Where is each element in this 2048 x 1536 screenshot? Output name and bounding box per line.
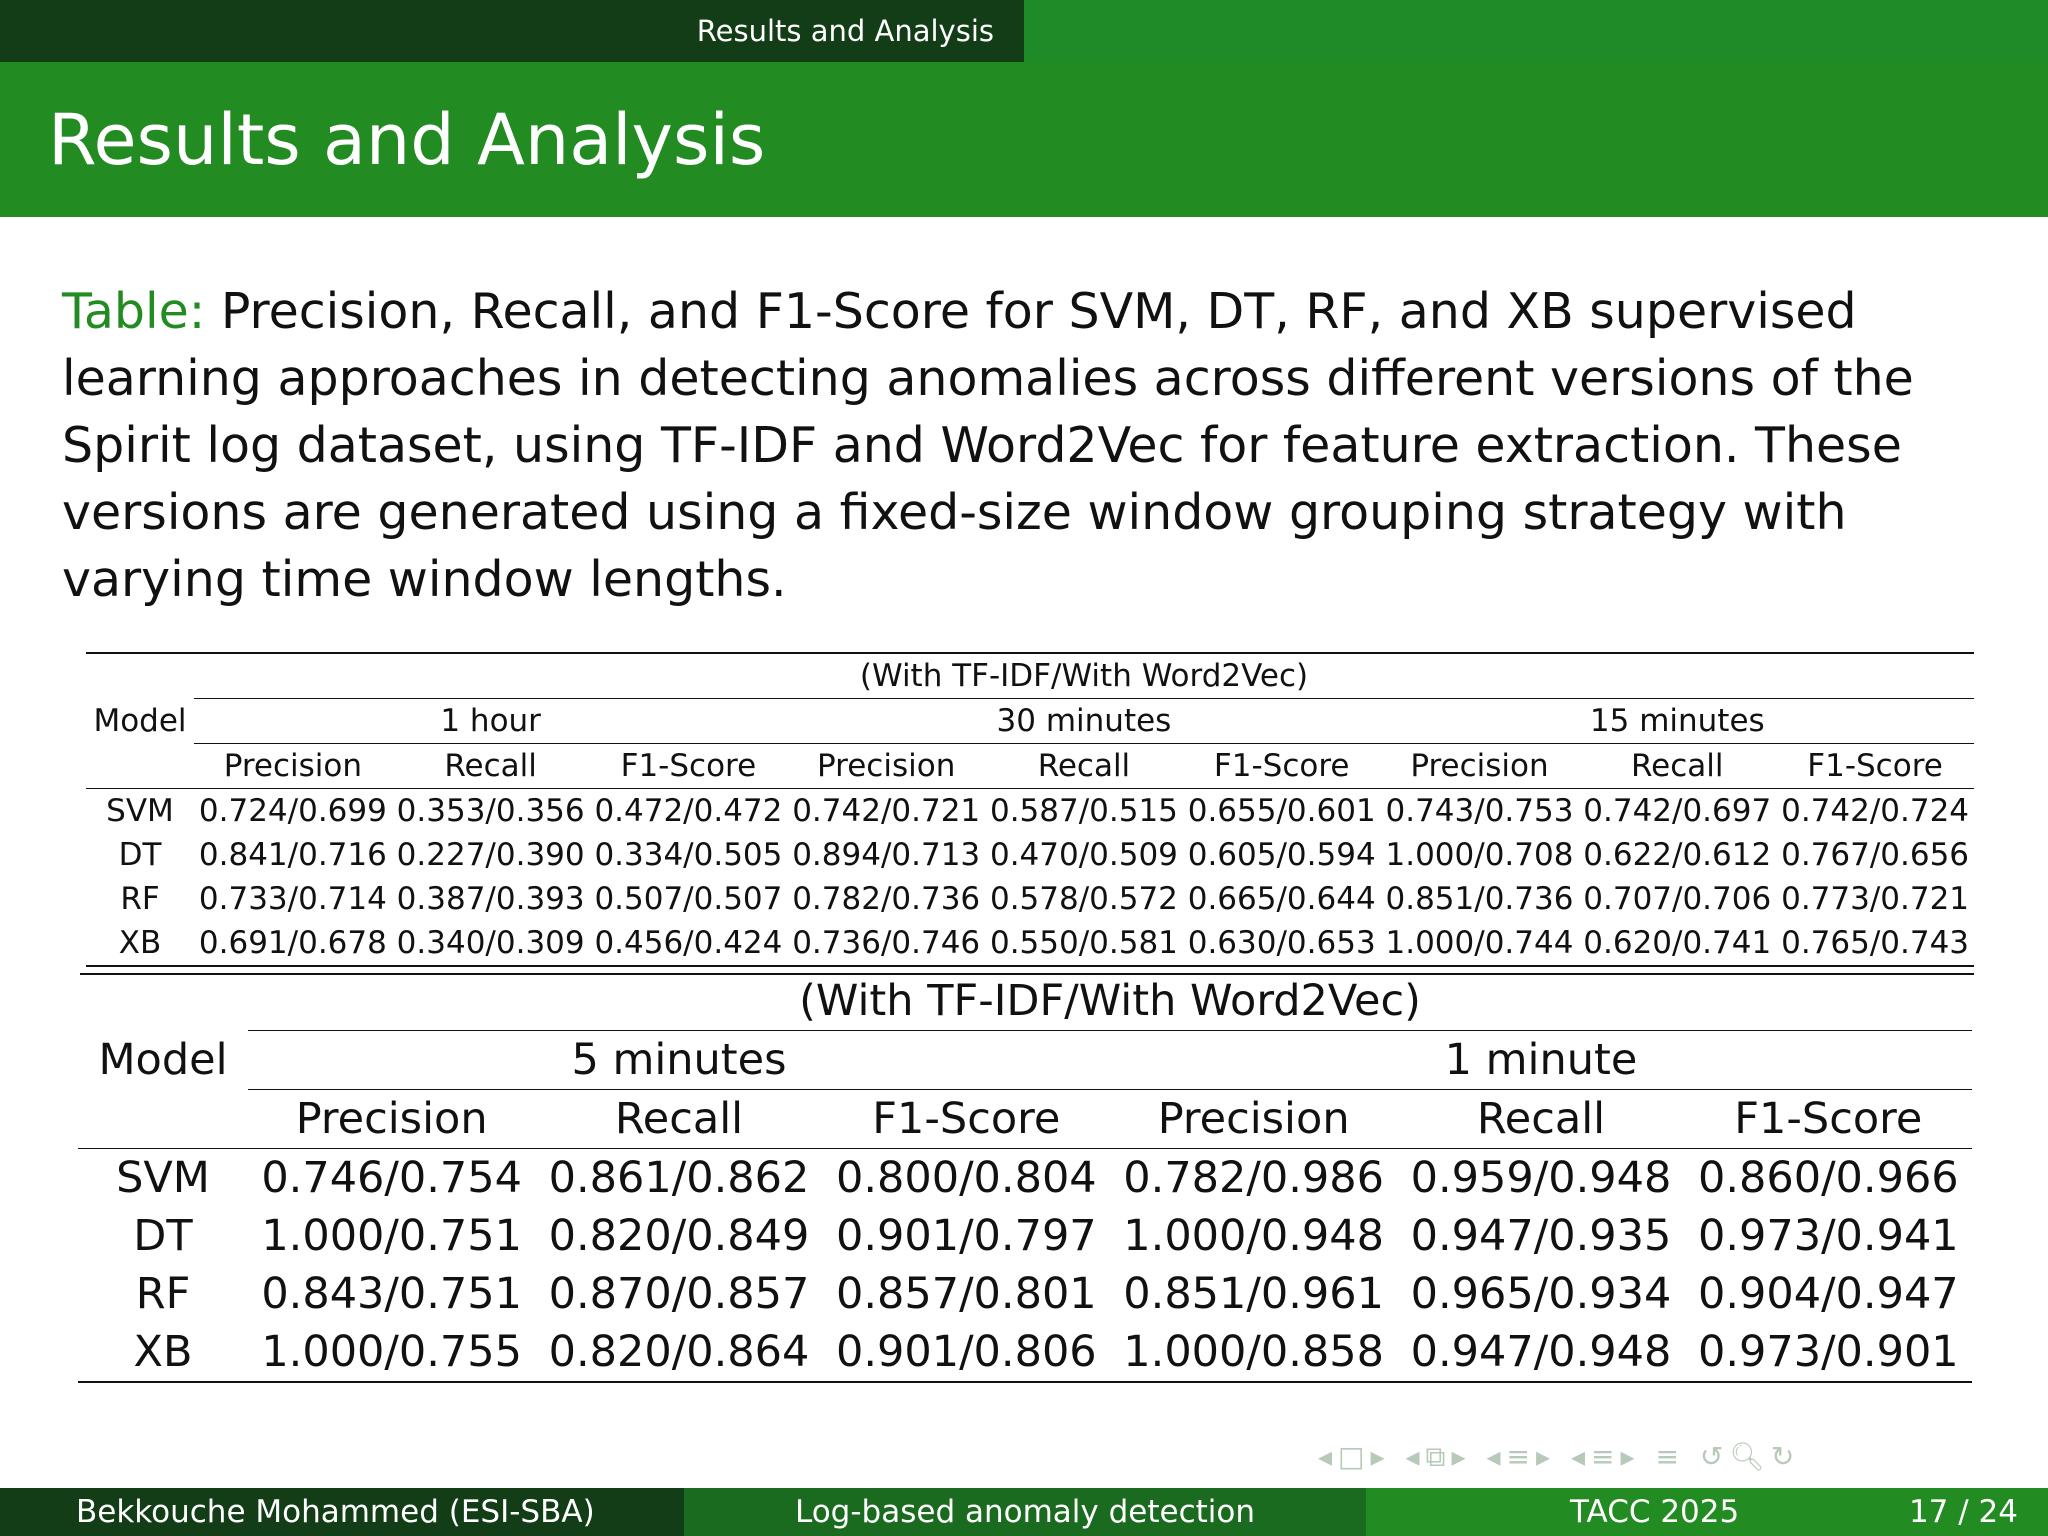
table-cell: 0.587/0.515 — [985, 789, 1183, 834]
metric-header: F1-Score — [1807, 748, 1943, 784]
table-row — [78, 1265, 1972, 1323]
window-header: 5 minutes — [248, 1031, 1110, 1090]
metric-header: Precision — [1410, 748, 1549, 784]
table-cell: 0.456/0.424 — [590, 921, 788, 966]
table-row — [78, 1323, 1972, 1382]
beamer-navigation-symbols — [1318, 1440, 1800, 1474]
table-cell: 0.765/0.743 — [1776, 921, 1974, 966]
caption-label: Table: — [62, 283, 206, 340]
metric-header: Precision — [223, 748, 363, 784]
table-cell: 1.000/0.858 — [1110, 1323, 1397, 1382]
table-cell: 0.736/0.746 — [787, 921, 985, 966]
table-cell: 0.767/0.656 — [1781, 837, 1970, 873]
table-cell: 0.733/0.714 — [198, 881, 387, 917]
table-row — [86, 921, 1974, 966]
table-cell: 0.724/0.699 — [194, 789, 392, 834]
model-name: SVM — [86, 789, 194, 834]
table-cell: 0.947/0.935 — [1410, 1211, 1672, 1261]
metric-header: F1-Score — [1213, 748, 1350, 784]
table-row — [78, 1149, 1972, 1208]
table-cell: 0.861/0.862 — [535, 1149, 822, 1208]
model-name: RF — [135, 1269, 191, 1319]
table-cell: 0.665/0.644 — [1187, 881, 1376, 917]
table-cell: 0.782/0.736 — [792, 881, 981, 917]
table-cell: 1.000/0.744 — [1381, 921, 1579, 966]
feature-group-header: (With TF-IDF/With Word2Vec) — [248, 972, 1972, 1031]
table-cell: 0.857/0.801 — [835, 1269, 1097, 1319]
footer-bar — [0, 1488, 2048, 1536]
caption-text: Precision, Recall, and F1-Score for SVM, DT, RF, and XB supervised learning approaches in detecting anomalies across different versions of the Spirit log dataset, using TF-IDF and Word2Vec for feature extraction. These versions are generated using a fixed-size window grouping strategy with varying time window lengths. — [62, 283, 1914, 608]
window-header: 15 minutes — [1381, 699, 1974, 744]
metric-header: Precision — [817, 748, 956, 784]
model-name: SVM — [78, 1149, 248, 1208]
table-cell: 0.630/0.653 — [1183, 921, 1381, 966]
metric-header: Recall — [1476, 1094, 1606, 1144]
model-name: DT — [118, 837, 162, 873]
table-cell: 0.782/0.986 — [1110, 1149, 1397, 1208]
table-cell: 0.973/0.941 — [1697, 1211, 1959, 1261]
table-cell: 0.691/0.678 — [194, 921, 392, 966]
table-cell: 0.340/0.309 — [392, 921, 590, 966]
model-name: RF — [120, 881, 160, 917]
table-cell: 0.387/0.393 — [396, 881, 585, 917]
metric-header: Precision — [295, 1094, 488, 1144]
table-cell: 0.605/0.594 — [1187, 837, 1376, 873]
model-header: Model — [98, 1035, 228, 1085]
table-cell: 0.851/0.961 — [1123, 1269, 1384, 1319]
footer-info — [1366, 1488, 2048, 1536]
page-number: 17 / 24 — [1908, 1494, 2018, 1530]
results-table-short-windows — [78, 972, 1972, 1383]
feature-group-header: (With TF-IDF/With Word2Vec) — [194, 653, 1974, 699]
table-cell: 0.707/0.706 — [1583, 881, 1772, 917]
table-cell: 0.959/0.948 — [1397, 1149, 1684, 1208]
table-cell: 0.973/0.901 — [1685, 1323, 1972, 1382]
table-cell: 0.550/0.581 — [985, 921, 1183, 966]
table-cell: 0.843/0.751 — [261, 1269, 522, 1319]
table-cell: 1.000/0.755 — [248, 1323, 535, 1382]
table-cell: 0.472/0.472 — [590, 789, 788, 834]
nav-section-icon[interactable]: ◂≡▸ — [1486, 1440, 1557, 1473]
metric-header: Recall — [614, 1094, 744, 1144]
metric-header: F1-Score — [1734, 1094, 1923, 1144]
table-cell: 0.820/0.864 — [535, 1323, 822, 1382]
model-header: Model — [93, 703, 187, 739]
metric-header: F1-Score — [620, 748, 757, 784]
table-cell: 0.947/0.948 — [1397, 1323, 1684, 1382]
table-cell: 0.578/0.572 — [989, 881, 1178, 917]
table-row — [86, 833, 1974, 877]
footer-talk-title: Log-based anomaly detection — [684, 1488, 1366, 1536]
top-navigation-bar — [0, 0, 2048, 62]
table-cell: 0.901/0.797 — [835, 1211, 1097, 1261]
nav-search-icon[interactable]: ↺🔍︎↻ — [1699, 1440, 1801, 1473]
table-cell: 0.773/0.721 — [1781, 881, 1970, 917]
table-cell: 0.742/0.724 — [1776, 789, 1974, 834]
table-cell: 0.851/0.736 — [1385, 881, 1574, 917]
table-row — [86, 877, 1974, 921]
table-cell: 0.742/0.697 — [1578, 789, 1776, 834]
nav-document-icon[interactable]: ≡ — [1655, 1440, 1685, 1473]
model-name: DT — [133, 1211, 193, 1261]
table-cell: 0.870/0.857 — [548, 1269, 810, 1319]
table-caption — [62, 278, 1992, 613]
table-cell: 0.470/0.509 — [989, 837, 1178, 873]
window-header: 1 minute — [1110, 1031, 1972, 1090]
table-cell: 0.620/0.741 — [1578, 921, 1776, 966]
table-row — [86, 789, 1974, 834]
table-cell: 0.820/0.849 — [548, 1211, 810, 1261]
table-cell: 0.901/0.806 — [823, 1323, 1110, 1382]
metric-header: Precision — [1157, 1094, 1350, 1144]
nav-frame-icon[interactable]: ◂□▸ — [1318, 1440, 1391, 1473]
table-cell: 0.227/0.390 — [396, 837, 585, 873]
table-cell: 0.742/0.721 — [787, 789, 985, 834]
table-cell: 0.353/0.356 — [392, 789, 590, 834]
table-cell: 1.000/0.708 — [1385, 837, 1574, 873]
table-cell: 0.860/0.966 — [1685, 1149, 1972, 1208]
table-cell: 0.746/0.754 — [248, 1149, 535, 1208]
table-cell: 0.334/0.505 — [594, 837, 783, 873]
slide-title: Results and Analysis — [0, 62, 2048, 217]
current-section-label[interactable]: Results and Analysis — [0, 0, 1024, 62]
metric-header: Recall — [1630, 748, 1724, 784]
table-cell: 0.894/0.713 — [792, 837, 981, 873]
table-cell: 0.800/0.804 — [823, 1149, 1110, 1208]
nav-section-icon[interactable]: ◂≡▸ — [1570, 1440, 1641, 1473]
table-cell: 0.841/0.716 — [198, 837, 387, 873]
metric-header: F1-Score — [872, 1094, 1061, 1144]
table-cell: 0.965/0.934 — [1410, 1269, 1672, 1319]
table-cell: 0.904/0.947 — [1697, 1269, 1959, 1319]
results-table-long-windows — [86, 652, 1974, 967]
table-cell: 1.000/0.948 — [1123, 1211, 1384, 1261]
window-header: 30 minutes — [787, 699, 1380, 744]
table-cell: 0.743/0.753 — [1381, 789, 1579, 834]
table-cell: 0.507/0.507 — [594, 881, 783, 917]
model-name: XB — [86, 921, 194, 966]
model-name: XB — [78, 1323, 248, 1382]
table-cell: 0.622/0.612 — [1583, 837, 1772, 873]
table-cell: 1.000/0.751 — [261, 1211, 522, 1261]
window-header: 1 hour — [194, 699, 787, 744]
metric-header: Recall — [444, 748, 537, 784]
metric-header: Recall — [1037, 748, 1131, 784]
footer-author: Bekkouche Mohammed (ESI-SBA) — [0, 1488, 684, 1536]
table-row — [78, 1207, 1972, 1265]
nav-subsection-icon[interactable]: ◂⧉▸ — [1405, 1440, 1472, 1473]
footer-conference: TACC 2025 — [1570, 1494, 1740, 1530]
table-cell: 0.655/0.601 — [1183, 789, 1381, 834]
